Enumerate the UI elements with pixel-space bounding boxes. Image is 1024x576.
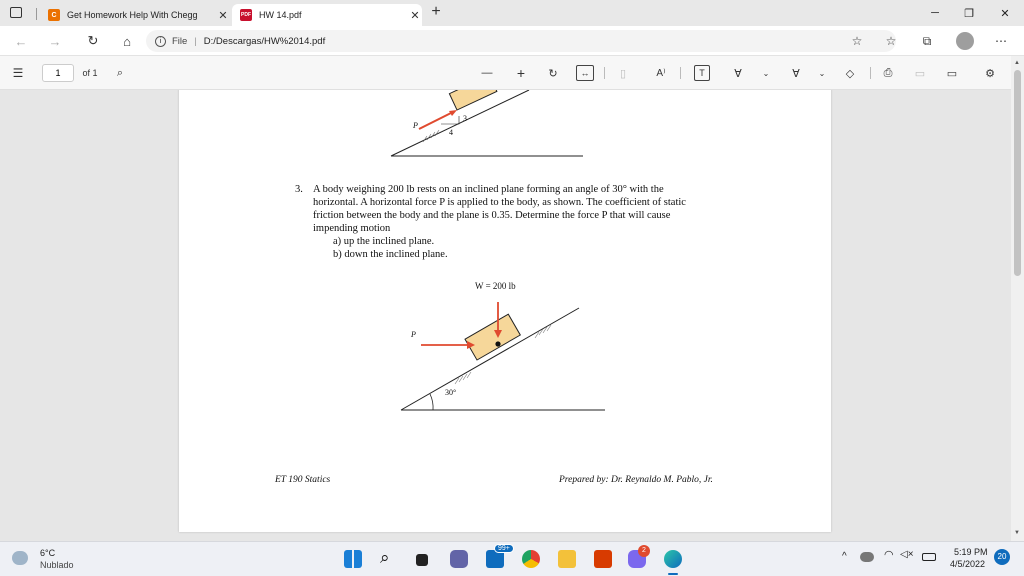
tray-chevron-icon[interactable]: ^ (842, 551, 847, 562)
rotate-icon[interactable]: ↻ (548, 67, 558, 80)
refresh-icon[interactable]: ↻ (87, 33, 99, 48)
print-icon[interactable]: ⎙ (883, 66, 893, 79)
fig2-label-p: P (411, 330, 416, 339)
problem-number: 3. (295, 184, 303, 195)
volume-icon[interactable]: ◁× (900, 549, 914, 560)
chat-icon[interactable] (450, 550, 468, 568)
toolbar-separator (680, 67, 681, 79)
file-explorer-icon[interactable] (558, 550, 576, 568)
pdf-viewer[interactable] (0, 90, 1024, 541)
add-text-icon[interactable]: T (694, 65, 710, 81)
close-window-button[interactable]: ✕ (1000, 7, 1010, 20)
active-app-indicator (668, 573, 678, 575)
page-count: of 1 (82, 68, 98, 78)
toolbar-separator (604, 67, 605, 79)
forward-icon[interactable]: → (48, 33, 62, 49)
collections-icon[interactable]: ⧉ (922, 33, 932, 48)
chrome-icon[interactable] (522, 550, 540, 568)
home-icon[interactable]: ⌂ (123, 33, 131, 49)
read-aloud-icon[interactable]: A⁾ (656, 67, 666, 79)
scrollbar-thumb[interactable] (1014, 70, 1021, 276)
fig1-label-3: 3 (463, 114, 467, 123)
battery-icon[interactable] (922, 553, 936, 561)
tab-strip (0, 0, 1024, 26)
tab-divider (36, 8, 37, 20)
chevron-down-icon[interactable]: ⌄ (762, 68, 770, 78)
clock-time[interactable]: 5:19 PM (954, 547, 988, 557)
wifi-icon[interactable]: ◠ (884, 549, 894, 561)
fig2-angle-label: 30° (445, 388, 457, 397)
pdf-icon: PDF (240, 9, 252, 21)
problem-part-b: b) down the inclined plane. (333, 249, 448, 260)
weather-icon[interactable] (12, 551, 28, 565)
more-options-icon[interactable]: ⋯ (995, 34, 1007, 48)
problem-line: impending motion (313, 223, 391, 234)
edge-icon[interactable] (664, 550, 682, 568)
favorites-icon[interactable]: ☆ (885, 34, 897, 48)
clock-date[interactable]: 4/5/2022 (950, 559, 986, 569)
info-icon[interactable]: i (155, 36, 166, 47)
chegg-icon: C (48, 9, 60, 21)
back-icon[interactable]: ← (14, 33, 28, 49)
weather-desc: Nublado (40, 560, 74, 570)
scrollbar[interactable] (1011, 56, 1024, 541)
tab-title: HW 14.pdf (259, 10, 302, 20)
problem-line: friction between the body and the plane is 0.35. Determine the force P that will cause (313, 210, 671, 221)
taskbar (0, 541, 1024, 576)
page-view-icon[interactable]: ▯ (619, 67, 627, 80)
toolbar-separator (870, 67, 871, 79)
problem-part-a: a) up the inclined plane. (333, 236, 435, 247)
problem-line: horizontal. A horizontal force P is applied to the body, as shown. The coefficient of static (313, 197, 686, 208)
url-divider: | (194, 35, 197, 47)
fig1-label-4: 4 (449, 128, 453, 137)
teams-badge: 2 (638, 545, 650, 557)
footer-right: Prepared by: Dr. Reynaldo M. Pablo, Jr. (559, 475, 713, 485)
pdf-page (179, 90, 831, 532)
find-icon[interactable]: ⌕ (116, 66, 124, 79)
url-text: D:/Descargas/HW%2014.pdf (203, 35, 326, 47)
search-icon[interactable]: ⌕ (380, 548, 390, 567)
footer-left: ET 190 Statics (275, 475, 331, 485)
page-number-input[interactable]: 1 (42, 64, 74, 82)
erase-icon[interactable]: ◇ (845, 67, 855, 80)
incline-figure (399, 296, 609, 414)
scroll-up-arrow[interactable]: ▲ (1014, 60, 1020, 66)
weather-temp: 6°C (40, 548, 56, 558)
save-icon[interactable]: ▭ (914, 67, 926, 80)
pdf-toolbar (0, 56, 1024, 90)
mail-badge: 99+ (494, 544, 514, 553)
scheme-label: File (172, 35, 188, 47)
task-view-icon[interactable] (416, 554, 428, 566)
tab-chegg[interactable] (40, 4, 230, 26)
windows-start-icon[interactable] (344, 550, 362, 568)
draw-icon[interactable]: ∀ (734, 67, 742, 80)
incline-figure-top (379, 90, 599, 160)
problem-line: A body weighing 200 lb rests on an inclined plane forming an angle of 30° with the (313, 184, 664, 195)
add-favorite-icon[interactable]: ☆ (851, 34, 863, 48)
zoom-in-button[interactable]: + (516, 65, 526, 81)
tab-pdf[interactable] (232, 4, 422, 26)
tab-title: Get Homework Help With Chegg (67, 10, 198, 20)
minimize-button[interactable]: ─ (931, 7, 939, 19)
fig1-label-p: P (413, 121, 418, 130)
address-bar (0, 26, 1024, 56)
new-tab-button[interactable]: + (431, 3, 441, 20)
notification-badge[interactable]: 20 (994, 549, 1010, 565)
profile-avatar[interactable] (956, 32, 974, 50)
url-field[interactable] (146, 30, 896, 52)
office-icon[interactable] (594, 550, 612, 568)
scroll-down-arrow[interactable]: ▼ (1014, 530, 1020, 536)
highlight-icon[interactable]: ∀ (792, 67, 800, 80)
restore-button[interactable]: ❐ (964, 7, 974, 20)
fit-page-icon[interactable]: ↔ (576, 65, 594, 81)
tab-actions-icon[interactable] (10, 7, 22, 18)
zoom-out-button[interactable]: — (481, 67, 493, 79)
fig2-weight-label: W = 200 lb (475, 281, 516, 291)
save-as-icon[interactable]: ▭ (946, 67, 958, 80)
close-tab-icon[interactable]: ✕ (410, 9, 420, 22)
chevron-down-icon[interactable]: ⌄ (818, 68, 826, 78)
contents-icon[interactable]: ☰ (12, 66, 24, 80)
onedrive-icon[interactable] (860, 552, 874, 562)
settings-icon[interactable]: ⚙ (985, 67, 995, 80)
close-tab-icon[interactable]: ✕ (218, 9, 228, 22)
